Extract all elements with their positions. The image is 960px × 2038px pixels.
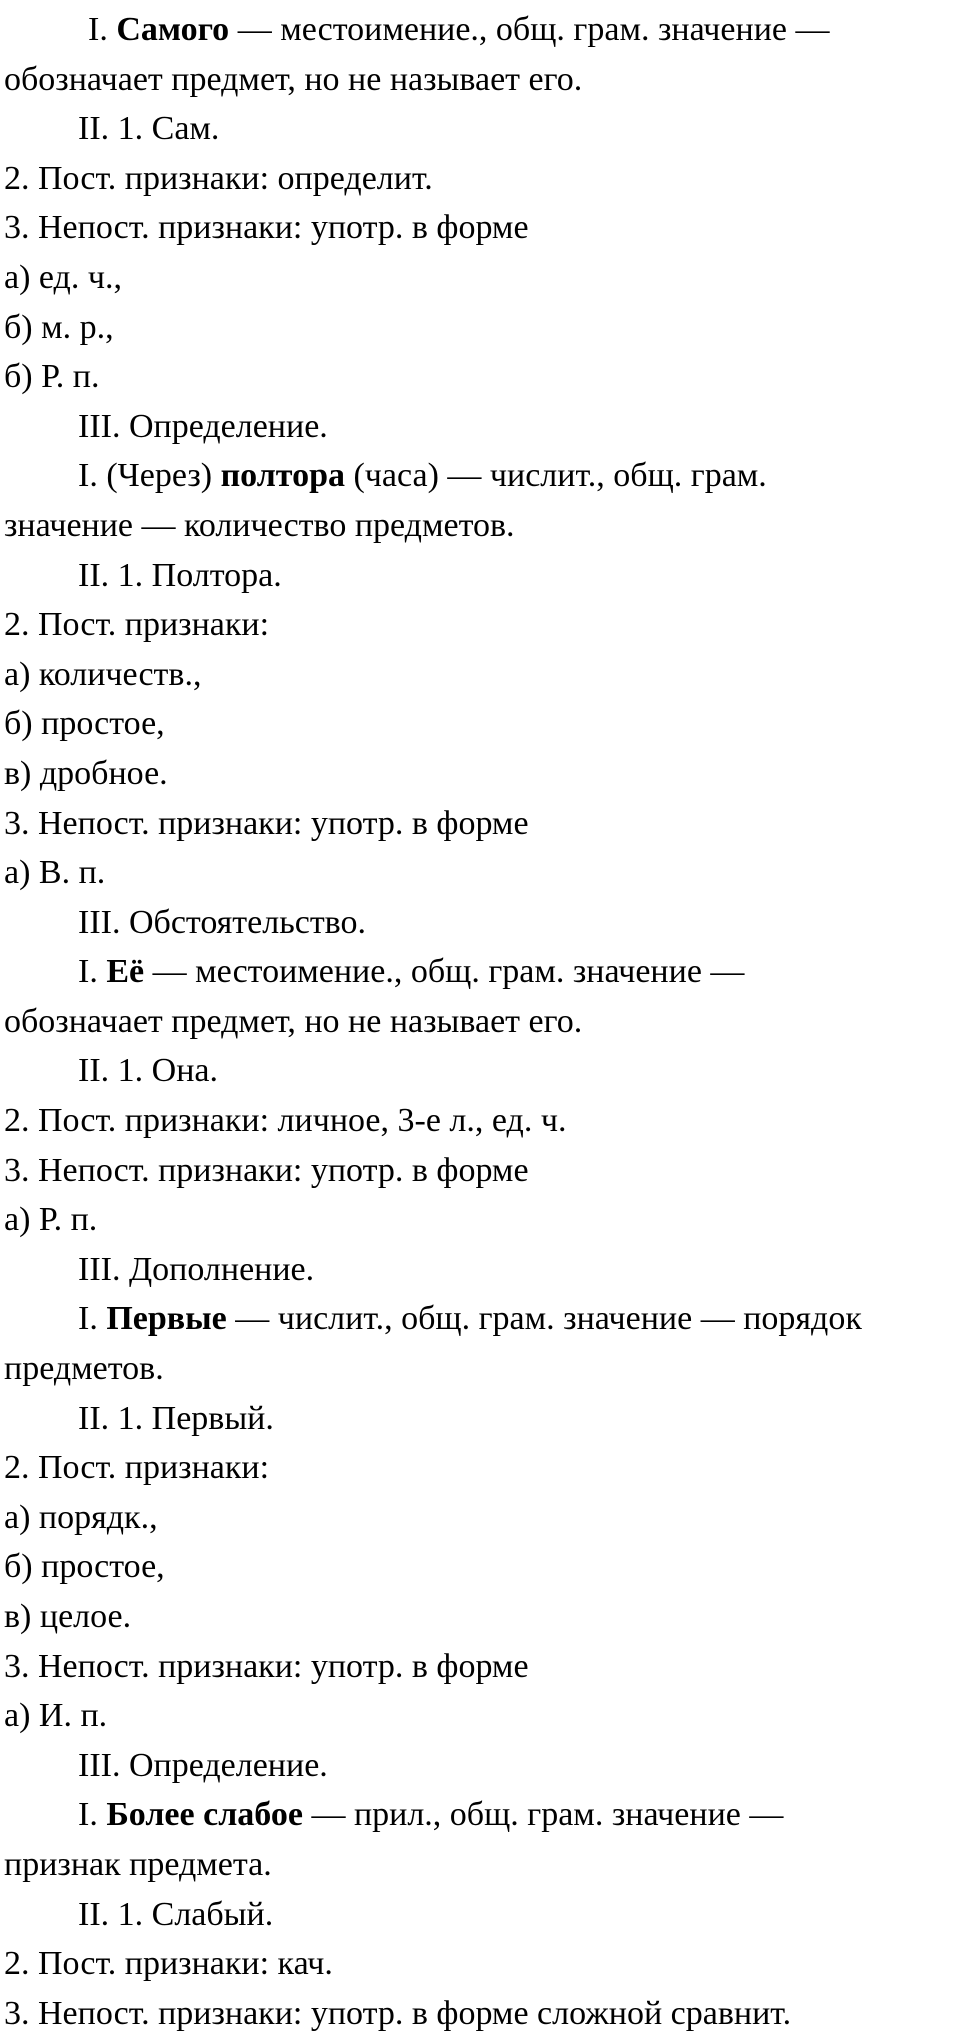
entry-heading: [0, 5, 960, 55]
entry-prefix: I.: [78, 953, 107, 991]
entry-heading-cont: значение — количество предметов.: [4, 506, 515, 544]
analysis-line: 3. Непост. признаки: употр. в форме: [4, 1647, 529, 1685]
analysis-line: б) простое,: [4, 1548, 165, 1586]
analysis-line: III. Определение.: [78, 1746, 328, 1784]
entry-heading: [0, 1790, 960, 1840]
analysis-line: б) простое,: [4, 705, 165, 743]
analysis-line: 2. Пост. признаки:: [4, 606, 270, 644]
analysis-line: 2. Пост. признаки: кач.: [4, 1945, 333, 1983]
entry-heading-rest: — местоимение., общ. грам. значение —: [144, 953, 745, 991]
analysis-line: II. 1. Полтора.: [78, 556, 282, 594]
analysis-line: б) Р. п.: [4, 358, 100, 396]
entry-heading-cont: признак предмета.: [4, 1845, 272, 1883]
analysis-line: в) целое.: [4, 1598, 132, 1635]
entry-heading: [0, 1294, 960, 1344]
entry-heading-cont: предметов.: [4, 1350, 164, 1388]
analysis-line: 3. Непост. признаки: употр. в форме сложной сравнит.: [4, 1994, 792, 2032]
entry-heading-cont: обозначает предмет, но не называет его.: [4, 1002, 583, 1040]
entry-word: Её: [106, 953, 145, 991]
analysis-line: а) ед. ч.,: [4, 258, 122, 296]
entry-heading-rest: — числит., общ. грам. значение — порядок: [226, 1300, 862, 1338]
entry-heading-rest: (часа) — числит., общ. грам.: [344, 457, 767, 495]
entry-prefix: I. (Через): [78, 457, 221, 495]
analysis-line: II. 1. Сам.: [78, 110, 220, 148]
analysis-line: 2. Пост. признаки: личное, 3-е л., ед. ч.: [4, 1102, 567, 1140]
entry-heading-rest: — местоимение., общ. грам. значение —: [229, 11, 830, 48]
entry-word: Первые: [106, 1300, 227, 1338]
entry-word: Самого: [116, 11, 230, 48]
analysis-line: 2. Пост. признаки: определит.: [4, 159, 433, 197]
analysis-line: III. Определение.: [78, 407, 328, 445]
entry-word: полтора: [220, 457, 345, 495]
entry-prefix: I.: [88, 11, 117, 48]
analysis-line: б) м. р.,: [4, 308, 114, 346]
analysis-line: 2. Пост. признаки:: [4, 1449, 270, 1487]
entry-prefix: I.: [78, 1796, 107, 1834]
entry-heading: [0, 451, 960, 501]
entry-prefix: I.: [78, 1300, 107, 1338]
entry-heading-rest: — прил., общ. грам. значение —: [302, 1796, 784, 1834]
analysis-line: а) В. п.: [4, 854, 106, 892]
analysis-line: II. 1. Слабый.: [78, 1895, 274, 1933]
analysis-line: III. Обстоятельство.: [78, 903, 367, 941]
analysis-line: в) дробное.: [4, 754, 168, 792]
analysis-line: а) Р. п.: [4, 1201, 98, 1239]
analysis-line: III. Дополнение.: [78, 1250, 315, 1288]
analysis-line: II. 1. Она.: [78, 1052, 218, 1090]
analysis-line: а) И. п.: [4, 1697, 108, 1735]
analysis-line: II. 1. Первый.: [78, 1399, 274, 1437]
analysis-line: 3. Непост. признаки: употр. в форме: [4, 209, 529, 247]
entry-heading-cont: обозначает предмет, но не называет его.: [4, 60, 583, 98]
analysis-line: 3. Непост. признаки: употр. в форме: [4, 1151, 529, 1189]
entry-word: Более слабое: [106, 1796, 303, 1834]
analysis-line: а) количеств.,: [4, 655, 202, 693]
analysis-line: 3. Непост. признаки: употр. в форме: [4, 804, 529, 842]
analysis-line: а) порядк.,: [4, 1498, 158, 1536]
entry-heading: [0, 947, 960, 997]
